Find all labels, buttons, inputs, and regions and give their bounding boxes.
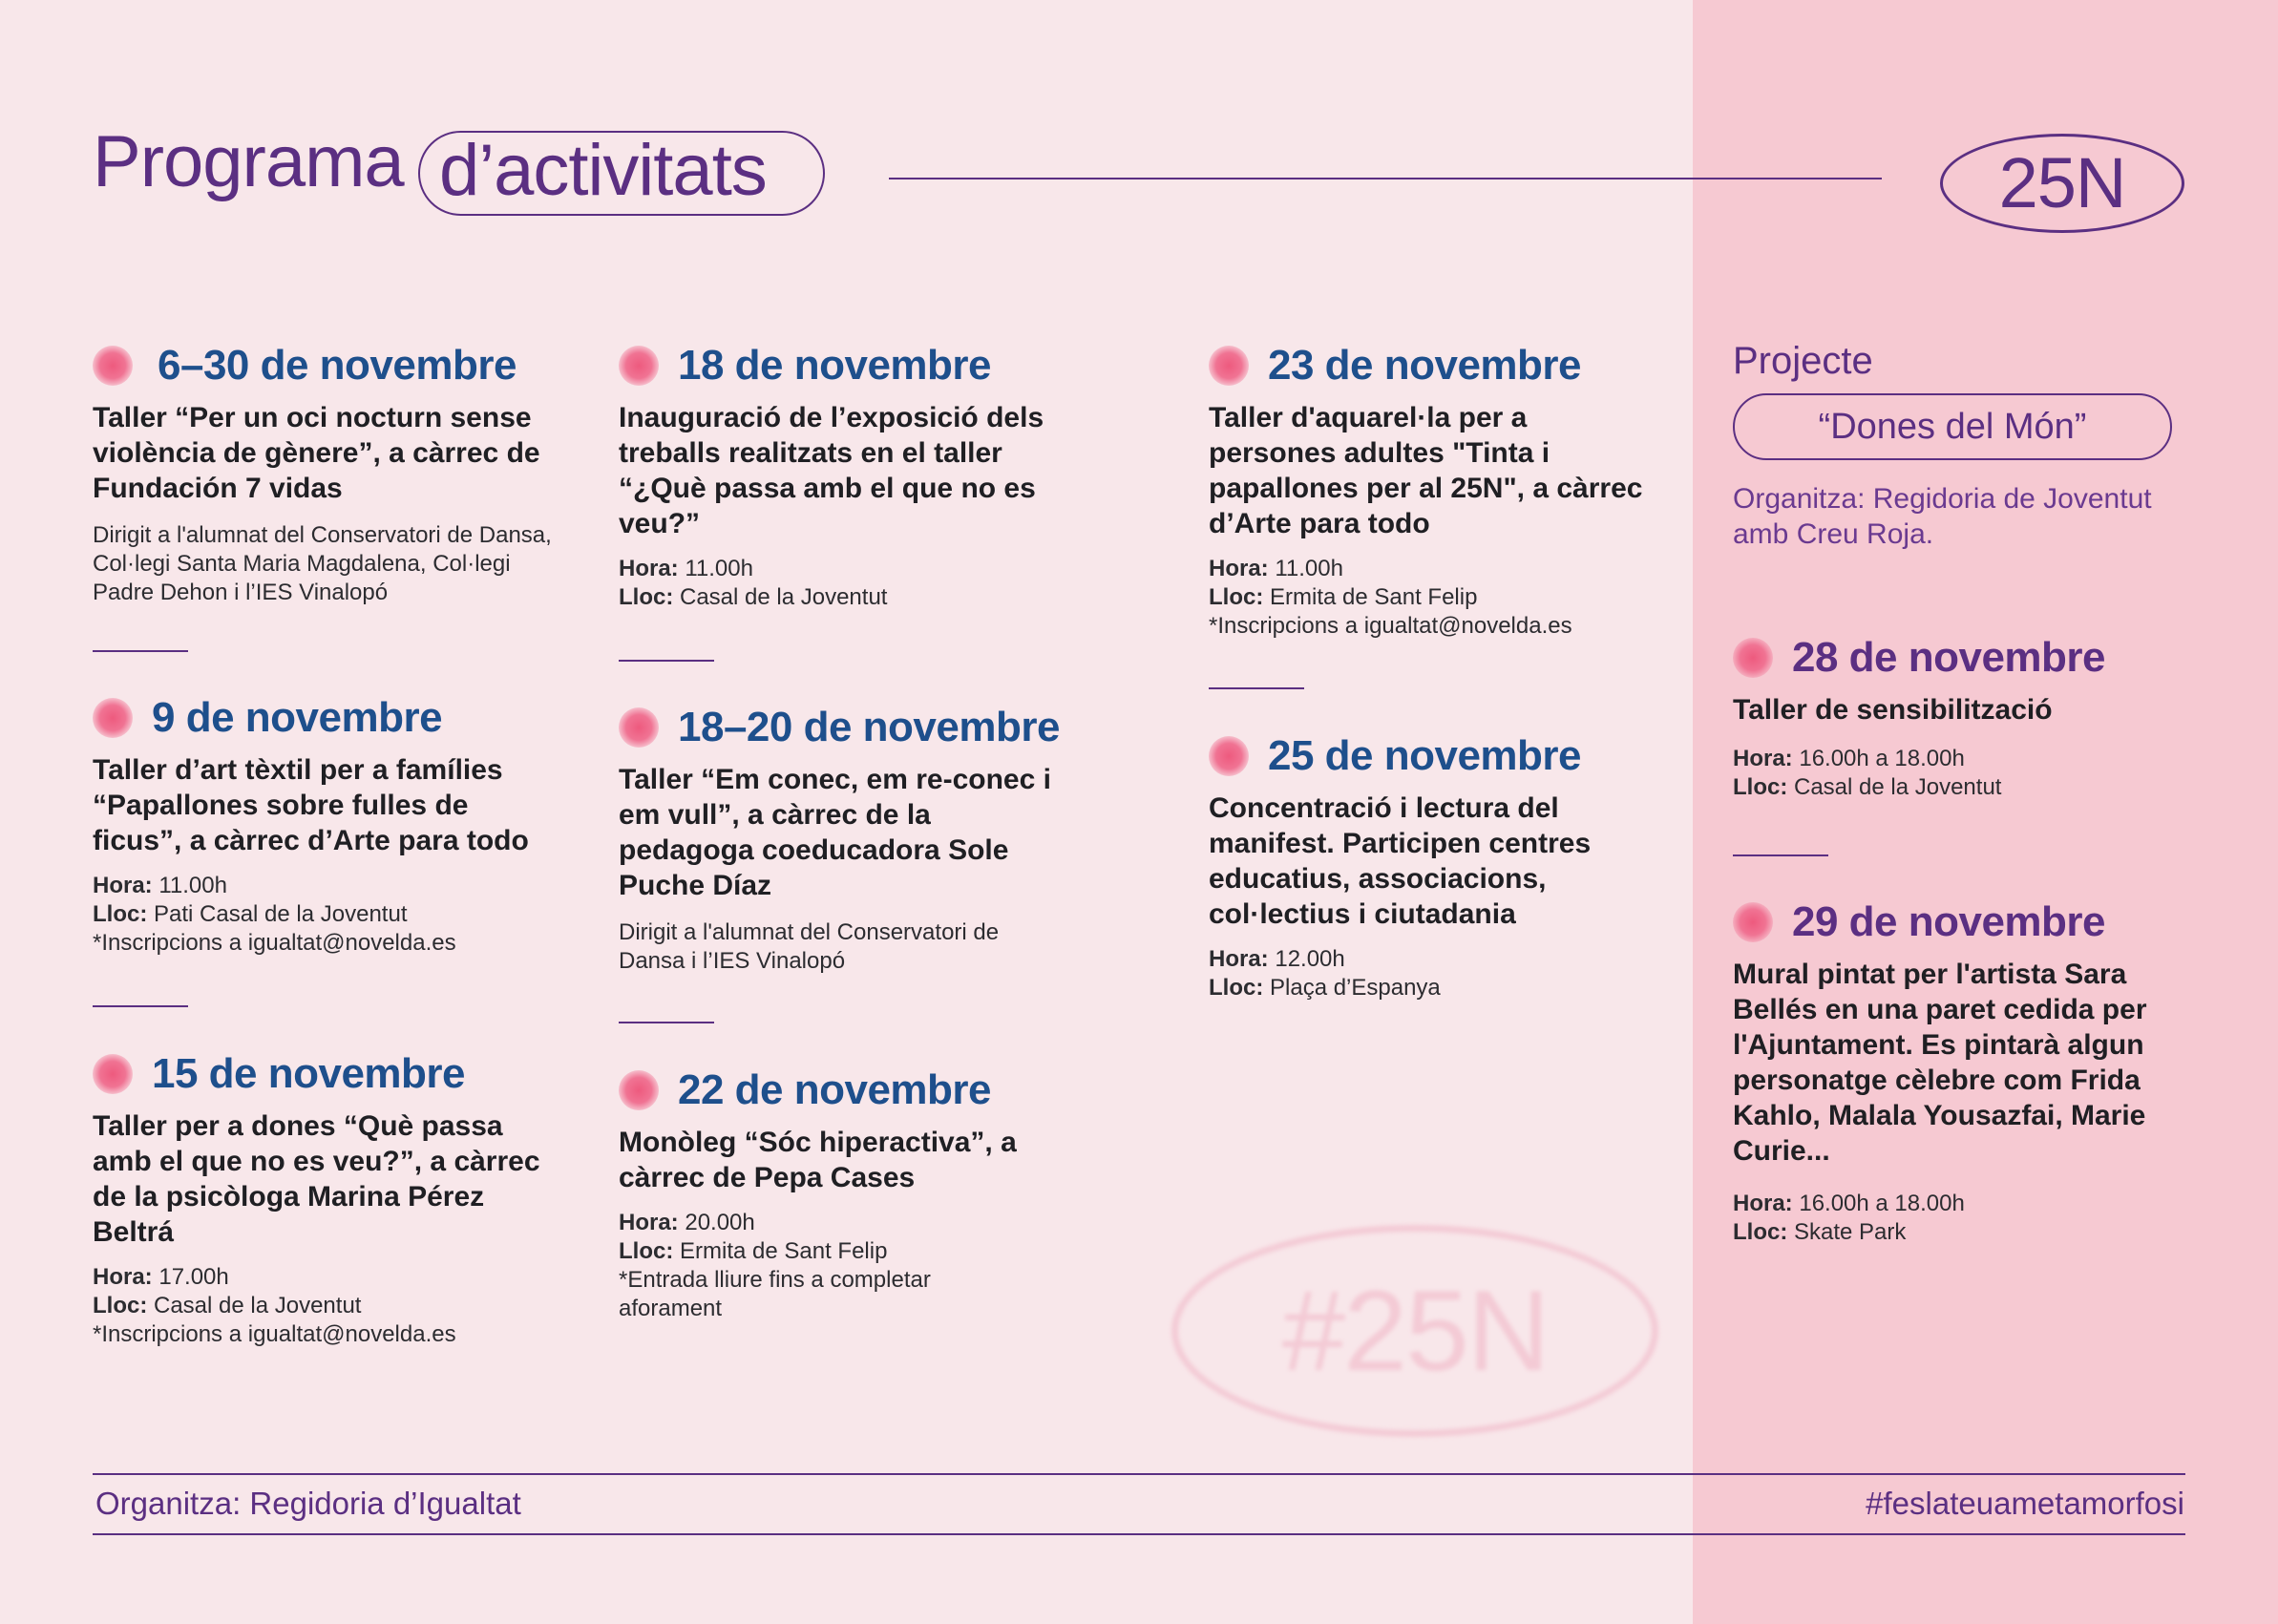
bullet-dot-icon	[93, 698, 133, 738]
hora-label: Hora:	[1209, 946, 1269, 972]
event-date: 23 de novembre	[1268, 342, 1582, 389]
lloc-label: Lloc:	[619, 584, 674, 610]
event-description: Dirigit a l'alumnat del Conservatori de Dansa, Col·legi Santa Maria Magdalena, Col·legi Padre Dehon i l’IES Vinalopó	[93, 522, 552, 605]
event-lloc: Ermita de Sant Felip	[680, 1238, 888, 1264]
event-29-novembre	[1733, 896, 2182, 1247]
project-organizer: Organitza: Regidoria de Joventut amb Creu Roja.	[1733, 483, 2152, 550]
bullet-dot-icon	[93, 346, 133, 386]
hora-label: Hora:	[1733, 746, 1793, 771]
right-panel	[1693, 0, 2278, 1624]
event-hora: 11.00h	[158, 873, 227, 898]
event-title: Mural pintat per l'artista Sara Bellés en una paret cedida per l'Ajuntament. Es pintarà algun personatge cèlebre com Frida Kahlo, Malala Yousazfai, Marie Curie...	[1733, 959, 2147, 1167]
event-25-novembre	[1209, 729, 1657, 1002]
event-date-row	[93, 339, 560, 392]
event-hora: 20.00h	[685, 1210, 755, 1235]
badge-text: 25N	[1998, 143, 2126, 222]
event-date: 25 de novembre	[1268, 732, 1582, 779]
watermark-25n	[1171, 1225, 1658, 1437]
bullet-dot-icon	[1209, 736, 1249, 776]
footer-bottom-line	[93, 1533, 2185, 1535]
event-title: Taller d’art tèxtil per a famílies “Papallones sobre fulles de ficus”, a càrrec d’Arte para todo	[93, 754, 529, 856]
event-date-row	[619, 1064, 1067, 1117]
event-18-novembre	[619, 339, 1067, 612]
project-label: Projecte	[1733, 340, 1873, 382]
event-note: *Inscripcions a igualtat@novelda.es	[1209, 613, 1572, 639]
divider	[619, 1022, 714, 1023]
lloc-label: Lloc:	[619, 1238, 674, 1264]
lloc-label: Lloc:	[1209, 975, 1264, 1001]
hora-label: Hora:	[619, 556, 679, 581]
hora-label: Hora:	[93, 873, 153, 898]
event-title: Monòleg “Sóc hiperactiva”, a càrrec de Pepa Cases	[619, 1127, 1017, 1193]
event-date-row	[1733, 896, 2182, 949]
divider	[93, 1005, 188, 1007]
event-date: 18–20 de novembre	[678, 704, 1060, 750]
bullet-dot-icon	[1733, 902, 1773, 942]
event-lloc: Casal de la Joventut	[680, 584, 888, 610]
event-title: Taller per a dones “Què passa amb el que no es veu?”, a càrrec de la psicòloga Marina Pérez Beltrá	[93, 1110, 540, 1248]
hora-label: Hora:	[1733, 1191, 1793, 1216]
event-date: 6–30 de novembre	[158, 342, 517, 389]
footer-hashtag: #feslateuametamorfosi	[1866, 1486, 2184, 1521]
event-note: *Entrada lliure fins a completar aforament	[619, 1267, 931, 1321]
title-pill	[418, 131, 825, 216]
bullet-dot-icon	[619, 1070, 659, 1110]
event-title: Concentració i lectura del manifest. Participen centres educatius, associacions, col·lectius i ciutadania	[1209, 792, 1592, 930]
bullet-dot-icon	[1733, 638, 1773, 678]
event-meta	[619, 1209, 1067, 1323]
lloc-label: Lloc:	[1733, 1219, 1788, 1245]
event-date: 22 de novembre	[678, 1066, 992, 1113]
event-hora: 16.00h a 18.00h	[1799, 746, 1965, 771]
page-title: Programa	[93, 121, 404, 202]
event-18-20-novembre	[619, 701, 1067, 976]
event-hora: 12.00h	[1275, 946, 1345, 972]
event-9-novembre	[93, 691, 560, 958]
event-date-row	[619, 701, 1067, 754]
event-date: 15 de novembre	[152, 1050, 466, 1097]
footer-organizer: Organitza: Regidoria d’Igualtat	[95, 1486, 521, 1521]
event-description: Dirigit a l'alumnat del Conservatori de Dansa i l’IES Vinalopó	[619, 919, 1000, 974]
event-lloc: Casal de la Joventut	[1794, 774, 2002, 800]
event-meta	[93, 872, 560, 958]
event-date-row	[1733, 631, 2182, 685]
footer-top-line	[93, 1473, 2185, 1475]
bullet-dot-icon	[619, 346, 659, 386]
bullet-dot-icon	[619, 707, 659, 748]
divider	[1733, 854, 1828, 856]
event-lloc: Pati Casal de la Joventut	[154, 901, 408, 927]
event-lloc: Plaça d’Espanya	[1270, 975, 1441, 1001]
bullet-dot-icon	[1209, 346, 1249, 386]
event-lloc: Skate Park	[1794, 1219, 1907, 1245]
event-6-30-novembre	[93, 339, 560, 607]
event-date: 29 de novembre	[1792, 898, 2106, 945]
event-date: 9 de novembre	[152, 694, 443, 741]
event-date-row	[93, 1047, 560, 1101]
badge-25n	[1940, 134, 2184, 233]
project-name: “Dones del Món”	[1818, 407, 2087, 447]
event-meta	[1733, 745, 2182, 802]
event-meta	[1733, 1190, 2182, 1247]
lloc-label: Lloc:	[93, 1293, 148, 1318]
event-date: 18 de novembre	[678, 342, 992, 389]
event-title: Taller “Em conec, em re-conec i em vull”, a càrrec de la pedagoga coeducadora Sole Puche Díaz	[619, 764, 1051, 901]
event-hora: 11.00h	[685, 556, 753, 581]
divider	[619, 660, 714, 662]
event-date: 28 de novembre	[1792, 634, 2106, 681]
event-date-row	[1209, 729, 1657, 783]
event-lloc: Casal de la Joventut	[154, 1293, 362, 1318]
lloc-label: Lloc:	[93, 901, 148, 927]
event-date-row	[619, 339, 1067, 392]
bullet-dot-icon	[93, 1054, 133, 1094]
event-meta	[93, 1263, 560, 1349]
hora-label: Hora:	[93, 1264, 153, 1290]
event-hora: 11.00h	[1275, 556, 1343, 581]
event-lloc: Ermita de Sant Felip	[1270, 584, 1478, 610]
event-title: Taller de sensibilització	[1733, 694, 2053, 726]
divider	[1209, 687, 1304, 689]
event-meta	[1209, 945, 1657, 1002]
event-22-novembre	[619, 1064, 1067, 1323]
divider	[93, 650, 188, 652]
title-divider	[889, 178, 1882, 179]
event-hora: 16.00h a 18.00h	[1799, 1191, 1965, 1216]
event-title: Taller d'aquarel·la per a persones adultes "Tinta i papallones per al 25N", a càrrec d’Arte para todo	[1209, 402, 1643, 539]
lloc-label: Lloc:	[1733, 774, 1788, 800]
event-note: *Inscripcions a igualtat@novelda.es	[93, 930, 456, 956]
event-date-row	[93, 691, 560, 745]
event-meta	[619, 555, 1067, 612]
event-date-row	[1209, 339, 1657, 392]
event-hora: 17.00h	[158, 1264, 229, 1290]
event-note: *Inscripcions a igualtat@novelda.es	[93, 1321, 456, 1347]
event-28-novembre	[1733, 631, 2182, 802]
event-15-novembre	[93, 1047, 560, 1349]
lloc-label: Lloc:	[1209, 584, 1264, 610]
project-pill	[1733, 393, 2172, 460]
watermark-text: #25N	[1281, 1267, 1549, 1395]
event-title: Inauguració de l’exposició dels treballs realitzats en el taller “¿Què passa amb el que no es veu?”	[619, 402, 1044, 539]
hora-label: Hora:	[1209, 556, 1269, 581]
event-title: Taller “Per un oci nocturn sense violència de gènere”, a càrrec de Fundación 7 vidas	[93, 402, 540, 504]
event-meta	[1209, 555, 1657, 641]
hora-label: Hora:	[619, 1210, 679, 1235]
event-23-novembre	[1209, 339, 1657, 641]
title-pill-text: d’activitats	[439, 130, 767, 211]
